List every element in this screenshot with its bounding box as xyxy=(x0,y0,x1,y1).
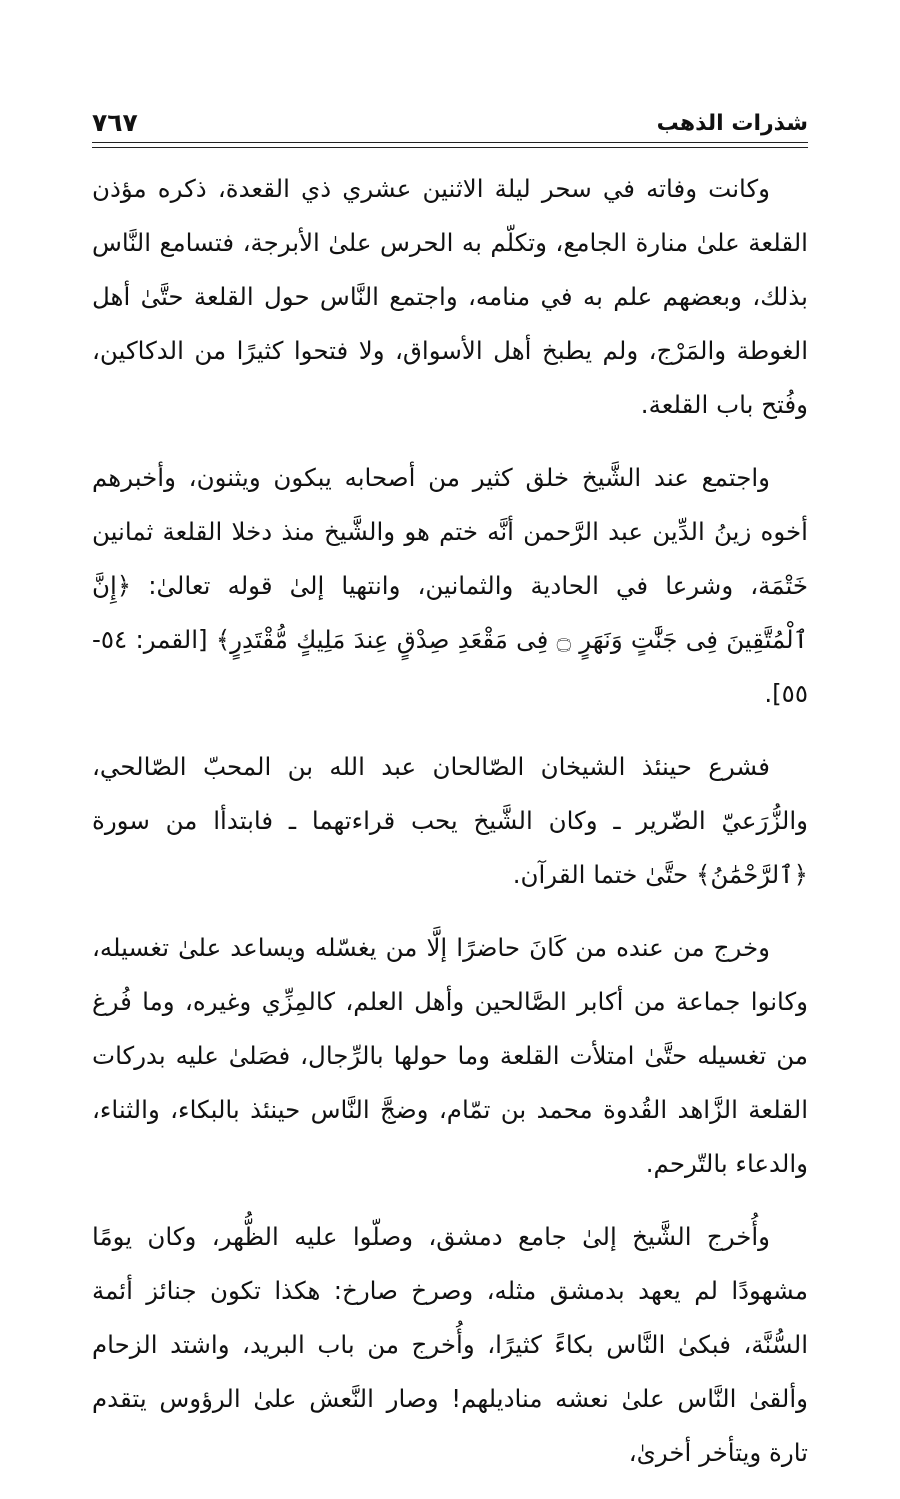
page-number: ٧٦٧ xyxy=(92,108,138,137)
running-title: شذرات الذهب xyxy=(656,111,808,136)
paragraph-quran-completion: فشرع حينئذ الشيخان الصّالحان عبد الله بن المحبّ الصّالحي، والزُّرَعيّ الضّرير ـ وكان الشَّيخ يحب قراءتهما ـ فابتدأا من سورة ﴿ٱلرَّحْمَٰنُ﴾ حتَّىٰ ختما القرآن. xyxy=(92,752,808,889)
header-rule-bottom xyxy=(92,147,808,148)
header-rule-top xyxy=(92,142,808,143)
paragraph-death-announcement: وكانت وفاته في سحر ليلة الاثنين عشري ذي القعدة، ذكره مؤذن القلعة علىٰ منارة الجامع، وتكلّم به الحرس علىٰ الأبرجة، فتسامع النَّاس بذلك، وبعضهم علم به في منامه، واجتمع النَّاس حول القلعة حتَّىٰ أهل الغوطة والمَرْج، ولم يطبخ أهل الأسواق، ولا فتحوا كثيرًا من الدكاكين، وفُتح باب القلعة. xyxy=(92,174,808,419)
paragraph-washing-prayer: وخرج من عنده من كَانَ حاضرًا إلَّا من يغسّله ويساعد علىٰ تغسيله، وكانوا جماعة من أكابر الصَّالحين وأهل العلم، كالمِزِّي وغيره، وما فُرغ من تغسيله حتَّىٰ امتلأت القلعة وما حولها بالرِّجال، فصَلىٰ عليه بدركات القلعة الزَّاهد القُدوة محمد بن تمّام، وضجَّ النَّاس حينئذ بالبكاء، والثناء، والدعاء بالتّرحم. xyxy=(92,933,808,1178)
page-header xyxy=(92,100,808,144)
page-body xyxy=(92,162,808,1499)
paragraph-funeral-procession: وأُخرج الشَّيخ إلىٰ جامع دمشق، وصلّوا عليه الظُّهر، وكان يومًا مشهودًا لم يعهد بدمشق مثله، وصرخ صارخ: هكذا تكون جنائز أئمة السُّنَّة، فبكىٰ النَّاس بكاءً كثيرًا، وأُخرج من باب البريد، واشتد الزحام وألقىٰ النَّاس علىٰ نعشه مناديلهم! وصار النَّعش علىٰ الرؤوس يتقدم تارة ويتأخر أخرىٰ، xyxy=(92,1222,808,1467)
paragraph-khatma-recitation: واجتمع عند الشَّيخ خلق كثير من أصحابه يبكون ويثنون، وأخبرهم أخوه زينُ الدِّين عبد الرَّحمن أنَّه ختم هو والشَّيخ منذ دخلا القلعة ثمانين خَتْمَة، وشرعا في الحادية والثمانين، وانتهيا إلىٰ قوله تعالىٰ: ﴿إِنَّ ٱلْمُتَّقِينَ فِى جَنَّٰتٍ وَنَهَرٍ ۝ فِى مَقْعَدِ صِدْقٍ عِندَ مَلِيكٍ مُّقْتَدِرٍ﴾ [القمر: ٥٤- ٥٥]. xyxy=(92,463,809,708)
